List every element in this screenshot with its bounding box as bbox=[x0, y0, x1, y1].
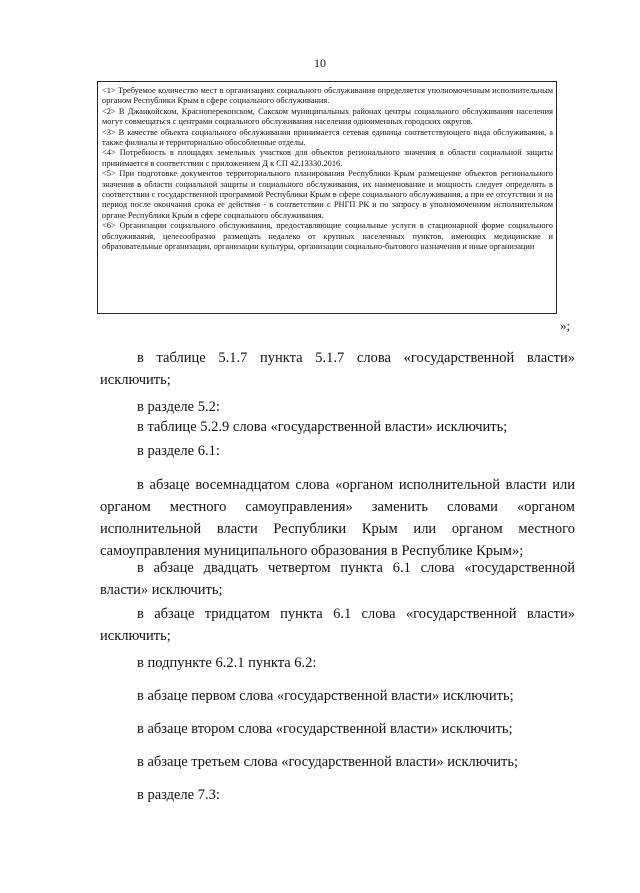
paragraph-subsection-6-2-1: в подпункте 6.2.1 пункта 6.2: bbox=[137, 655, 317, 671]
page-number: 10 bbox=[314, 56, 326, 70]
paragraph-abzats-18: в абзаце восемнадцатом слова «органом исполнительной власти или органом местного самоуправления» заменить словами «органом исполнительной власти Республики Крым или органом местного самоуправления муниципального образования в Республике Крым»; bbox=[100, 477, 575, 559]
paragraph-abzats-2: в абзаце втором слова «государственной власти» исключить; bbox=[137, 721, 513, 737]
paragraph-section-7-3: в разделе 7.3: bbox=[137, 787, 220, 803]
paragraph-abzats-1: в абзаце первом слова «государственной власти» исключить; bbox=[137, 688, 514, 704]
closing-quote: »; bbox=[560, 318, 571, 333]
paragraph-abzats-3: в абзаце третьем слова «государственной власти» исключить; bbox=[137, 754, 519, 770]
paragraph-section-5-2: в разделе 5.2: bbox=[137, 399, 220, 415]
footnote-6: <6> Организации социального обслуживания, предоставляющие социальные услуги в стационарной форме социального обслуживания, целесообразно размещать недалеко от крупных населенных пунктов, имеющих медицинские и образовательные организации, организации культуры, организации социально-бытового назначения и иные организации bbox=[102, 221, 553, 252]
footnotes-box bbox=[97, 81, 557, 314]
footnote-2: <2> В Джанкойском, Красноперекопском, Сакском муниципальных районах центры социального обслуживания населения могут совмещаться с центрами социального обслуживания населения одноименных городских округов. bbox=[102, 106, 553, 127]
paragraph-table-5-2-9: в таблице 5.2.9 слова «государственной власти» исключить; bbox=[137, 419, 508, 435]
footnote-4: <4> Потребность в площадях земельных участков для объектов регионального значения в области социальной защиты принимается в соответствии с приложением Д к СП 42.13330.2016. bbox=[102, 148, 553, 168]
paragraph-table-5-1-7: в таблице 5.1.7 пункта 5.1.7 слова «государственной власти» исключить; bbox=[100, 350, 575, 388]
footnote-3: <3> В качестве объекта социального обслуживания принимается сетевая единица соответствующего вида обслуживания, а также филиалы и территориально обособленные отделы. bbox=[102, 127, 553, 148]
paragraph-section-6-1: в разделе 6.1: bbox=[137, 443, 220, 459]
paragraph-abzats-30: в абзаце тридцатом пункта 6.1 слова «государственной власти» исключить; bbox=[100, 606, 575, 644]
footnote-1: <1> Требуемое количество мест в организациях социального обслуживания определяется уполномоченным исполнительным органом Республики Крым в сфере социального обслуживания. bbox=[102, 86, 553, 106]
paragraph-abzats-24: в абзаце двадцать четвертом пункта 6.1 слова «государственной власти» исключить; bbox=[100, 560, 575, 598]
footnote-5: <5> При подготовке документов территориального планирования Республики Крым размещение объектов регионального значения в области социальной защиты и социального обслуживания, их наименование и мощность следует определять в соответствии с государственной программой Республики Крым в сфере социального обслуживания, а при ее отсутствии и на период после окончания срока ее действия - в соответствии с РНГП РК и по запросу в уполномоченном исполнительном органе Республики Крым в сфере социального обслуживания. bbox=[102, 169, 553, 220]
